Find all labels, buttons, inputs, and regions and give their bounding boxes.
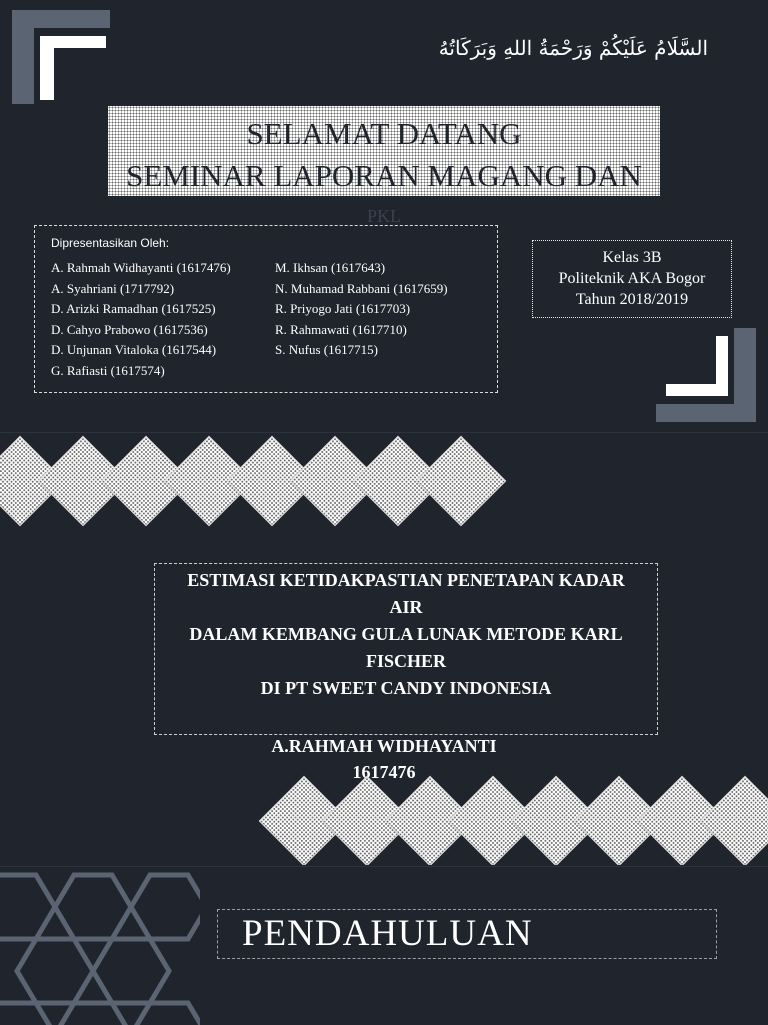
slide-section (0, 866, 768, 1025)
presenter-name: M. Ikhsan (1617643) (275, 260, 386, 275)
diamond-shape (416, 436, 507, 527)
presenter-heading: Dipresentasikan Oleh: (51, 236, 170, 250)
academic-year: Tahun 2018/2019 (575, 291, 689, 308)
presenter-name: S. Nufus (1617715) (275, 342, 378, 357)
arabic-greeting: السَّلَامُ عَلَيْكُمْ وَرَحْمَةُ اللهِ وَبَرَكَاتُهُ (438, 36, 708, 60)
diamond-shape (700, 776, 768, 865)
presenter-list-left (51, 258, 231, 381)
presenter-name: D. Arizki Ramadhan (1617525) (51, 301, 216, 316)
section-title: PENDAHULUAN (242, 913, 533, 954)
topic-line: DI PT SWEET CANDY INDONESIA (260, 678, 552, 698)
topic-line: AIR (389, 597, 423, 617)
presenter-name: N. Muhamad Rabbani (1617659) (275, 280, 448, 296)
topic-line: FISCHER (365, 651, 446, 671)
corner-bracket-bottom-right-icon (652, 326, 758, 424)
topic-line: DALAM KEMBANG GULA LUNAK METODE KARL (189, 624, 623, 644)
presenter-list-right (275, 258, 448, 361)
presenter-name: D. Unjunan Vitaloka (1617544) (51, 342, 217, 357)
slide-topic (0, 432, 768, 865)
presenter-name: G. Rafiasti (1617574) (51, 362, 165, 378)
slide-welcome (0, 0, 768, 430)
presenter-name: D. Cahyo Prabowo (1617536) (51, 321, 208, 337)
presenter-name: A. Syahriani (1717792) (51, 280, 175, 296)
hexagon-pattern-icon (0, 867, 200, 1025)
presenter-name: R. Rahmawati (1617710) (275, 321, 407, 337)
author-id: 1617476 (352, 762, 416, 782)
class-name: Kelas 3B (602, 249, 662, 266)
presenter-name: R. Priyogo Jati (1617703) (275, 301, 411, 316)
presenter-name: A. Rahmah Widhayanti (1617476) (51, 260, 231, 275)
title-line-2: SEMINAR LAPORAN MAGANG DAN (126, 158, 642, 193)
presenter-box (34, 225, 498, 393)
section-title-box (217, 909, 717, 959)
title-line-1: SELAMAT DATANG (246, 116, 522, 151)
author-name: A.RAHMAH WIDHAYANTI (271, 736, 497, 756)
title-line-3: PKL (366, 206, 401, 226)
institution-name: Politeknik AKA Bogor (558, 270, 706, 287)
topic-line: ESTIMASI KETIDAKPASTIAN PENETAPAN KADAR (187, 570, 625, 590)
topic-box (154, 563, 658, 735)
class-info-box (532, 240, 732, 318)
corner-bracket-top-left-icon (10, 8, 120, 108)
